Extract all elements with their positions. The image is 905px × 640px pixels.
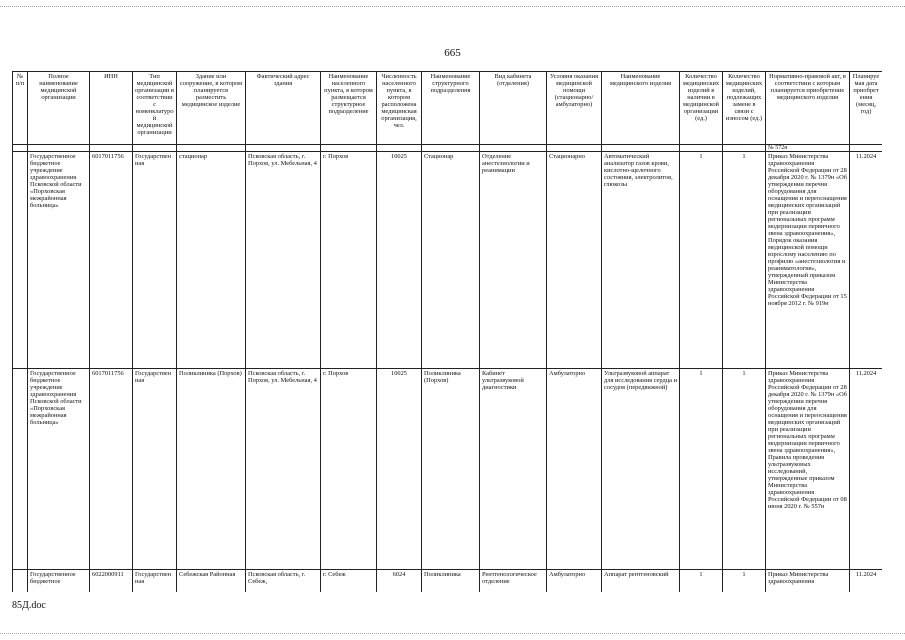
scan-edge-top	[0, 6, 905, 8]
page-number: 665	[444, 47, 461, 59]
table-cell-address: Псковская область, г. Порхов, ул. Мебельная, 4	[246, 152, 321, 369]
table-cell-org: Государственное бюджетное учреждение здравоохранения Псковской области «Порховская межрайонная больница»	[28, 369, 90, 570]
table-cell-device: Ультразвуковой аппарат для исследования сердца и сосудов (передвижной)	[602, 369, 680, 570]
header-cell: Наименование медицинского изделия	[602, 72, 680, 145]
header-cell: Количество медицинских изделий, подлежащих замене в связи с износом (ед.)	[723, 72, 766, 145]
table-cell-inn: 6022000911	[90, 570, 133, 593]
table-cell-building: Себежская Районная	[177, 570, 246, 593]
table-cell-population: 6024	[377, 570, 422, 593]
table-cell-act: № 572н	[766, 145, 850, 152]
table-cell-inn: 6017011756	[90, 369, 133, 570]
table-cell-address: Псковская область, г. Порхов, ул. Мебельная, 4	[246, 369, 321, 570]
table-cell-act: Приказ Министерства здравоохранения Российской Федерации от 28 декабря 2020 г. № 1379н «Об утверждении перечня оборудования для оснащения и переоснащения медицинских организаций при реализации региональных программ модернизации первичного звена здравоохранения», Правила проведения ультразвуковых исследований, утвержденные приказом Министерства здравоохранения Российской Федерации от 08 июня 2020 г. № 557н	[766, 369, 850, 570]
table-cell-qty-replace: 1	[723, 570, 766, 593]
header-cell: Фактический адрес здания	[246, 72, 321, 145]
table-cell-inn: 6017011756	[90, 152, 133, 369]
table-cell-org: Государственное бюджетное учреждение здравоохранения Псковской области «Порховская межрайонная больница»	[28, 152, 90, 369]
table-cell-org: Государственное бюджетное	[28, 570, 90, 593]
table-cell-date: 11.2024	[850, 570, 883, 593]
table-cell-conditions: Стационарно	[547, 152, 602, 369]
table-cell-building: стационар	[177, 152, 246, 369]
table-header-row	[13, 72, 883, 145]
table-cell-cabinet: Рентгенологическое отделение	[480, 570, 547, 593]
table-row	[13, 369, 883, 570]
table-cell-qty-replace: 1	[723, 369, 766, 570]
table-cell-qty-have: 1	[680, 152, 723, 369]
table-cell-date: 11.2024	[850, 369, 883, 570]
header-cell: Условия оказания медицинской помощи (стационарно/амбулаторно)	[547, 72, 602, 145]
table-cell-num	[13, 369, 28, 570]
table-row	[13, 152, 883, 369]
document-table-container	[12, 71, 882, 592]
table-cell-settlement: г. Порхов	[321, 152, 377, 369]
table-cell-division: Стационар	[422, 152, 480, 369]
table-cell-population: 10025	[377, 152, 422, 369]
header-cell: Вид кабинета (отделения)	[480, 72, 547, 145]
header-cell: Здание или сооружение, в котором планируется разместить медицинское изделие	[177, 72, 246, 145]
table-cell-conditions: Амбулаторно	[547, 369, 602, 570]
table-cell-population: 10025	[377, 369, 422, 570]
header-cell: № п/п	[13, 72, 28, 145]
table-cell-settlement: г. Себеж	[321, 570, 377, 593]
footer-filename: 85Д.doc	[12, 600, 46, 611]
header-cell: Наименование структурного подразделения	[422, 72, 480, 145]
header-cell: Нормативно-правовой акт, в соответствии с которым планируется приобретение медицинского изделия	[766, 72, 850, 145]
table-cell-building: Поликлиника (Порхов)	[177, 369, 246, 570]
table-row	[13, 570, 883, 593]
table-cell-type: Государственная	[133, 152, 177, 369]
table-cell-act: Приказ Министерства здравоохранения	[766, 570, 850, 593]
table-cell-division: Поликлиника (Порхов)	[422, 369, 480, 570]
header-cell: Количество медицинских изделий в наличии в медицинской организации (ед.)	[680, 72, 723, 145]
table-cell-type: Государственная	[133, 369, 177, 570]
table-cell-act: Приказ Министерства здравоохранения Российской Федерации от 28 декабря 2020 г. № 1379н «Об утверждении перечня оборудования для оснащения и переоснащения медицинских организаций при реализации региональных программ модернизации первичного звена здравоохранения», Порядок оказания медицинской помощи взрослому населению по профилю «анестезиология и реаниматология», утвержденный приказом Министерства здравоохранения Российской Федерации от 15 ноября 2012 г. № 919н	[766, 152, 850, 369]
table-cell-settlement: г. Порхов	[321, 369, 377, 570]
header-cell: ИНН	[90, 72, 133, 145]
table-cell-division: Поликлиника	[422, 570, 480, 593]
header-cell: Полное наименование медицинской организации	[28, 72, 90, 145]
scan-edge-bottom	[0, 633, 905, 635]
table-cell-conditions: Амбулаторно	[547, 570, 602, 593]
table-cell-type: Государственная	[133, 570, 177, 593]
header-cell: Планируемая дата приобретения (месяц, год)	[850, 72, 883, 145]
medical-equipment-table	[12, 71, 882, 592]
table-cell-num	[13, 152, 28, 369]
table-cell-qty-replace: 1	[723, 152, 766, 369]
table-cell-cabinet: Отделение анестезиологии и реанимации	[480, 152, 547, 369]
table-cell-device: Аппарат рентгеновский	[602, 570, 680, 593]
header-cell: Тип медицинской организации в соответствии с номенклатурой медицинской организации	[133, 72, 177, 145]
table-cell-device: Автоматический анализатор газов крови, кислотно-щелочного состояния, электролитов, глюкозы	[602, 152, 680, 369]
table-cell-qty-have: 1	[680, 369, 723, 570]
table-cell-cabinet: Кабинет ультразвуковой диагностики	[480, 369, 547, 570]
table-cell-date: 11.2024	[850, 152, 883, 369]
header-cell: Численность населенного пункта, в котором расположена медицинская организация, чел.	[377, 72, 422, 145]
table-cell-address: Псковская область, г. Себеж,	[246, 570, 321, 593]
table-cell-num	[13, 570, 28, 593]
header-cell: Наименование населенного пункта, в котором размещается структурное подразделение	[321, 72, 377, 145]
table-row-continuation	[13, 145, 883, 152]
table-cell-qty-have: 1	[680, 570, 723, 593]
